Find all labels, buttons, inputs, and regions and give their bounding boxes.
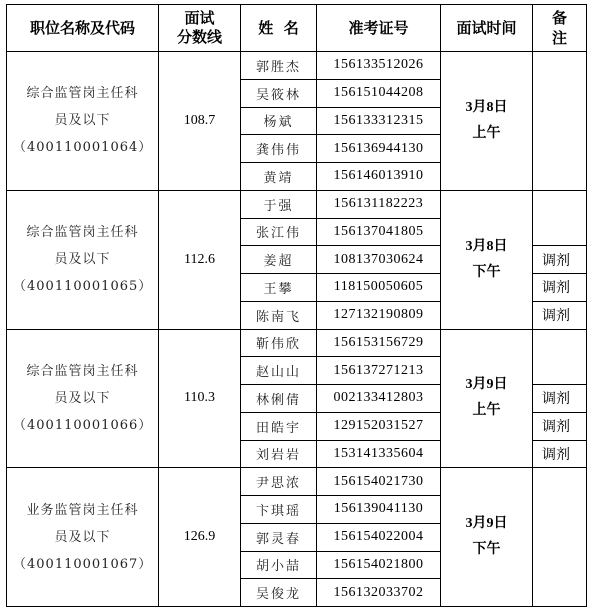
interview-time-cell — [441, 468, 533, 607]
exam-number-cell: 156154022004 — [317, 523, 441, 551]
interview-time-cell — [441, 52, 533, 191]
interview-time-line2: 上午 — [472, 403, 501, 419]
note-cell: 调剂 — [533, 246, 587, 274]
header-score — [159, 5, 241, 52]
interview-time-line2: 下午 — [472, 542, 501, 558]
exam-number-cell: 156154021730 — [317, 468, 441, 496]
position-pos-line2: 员及以下 — [54, 529, 111, 545]
position-pos-code: （400110001064） — [13, 140, 153, 156]
exam-number-cell: 118150050605 — [317, 274, 441, 302]
score-cell: 108.7 — [159, 52, 241, 191]
position-pos-line1: 综合监管岗主任科 — [26, 363, 139, 379]
position-cell — [7, 329, 159, 468]
position-cell — [7, 190, 159, 329]
position-pos-line2: 员及以下 — [54, 113, 111, 129]
note-cell: 调剂 — [533, 385, 587, 413]
table-body — [7, 52, 587, 607]
name-cell: 刘岩岩 — [241, 440, 317, 468]
note-cell — [533, 357, 587, 385]
exam-number-cell: 153141335604 — [317, 440, 441, 468]
note-cell — [533, 190, 587, 218]
interview-time-line2: 上午 — [472, 125, 501, 141]
exam-number-cell: 156137271213 — [317, 357, 441, 385]
position-pos-code: （400110001065） — [13, 279, 153, 295]
header-note-line1: 备 — [551, 9, 567, 27]
exam-number-cell: 002133412803 — [317, 385, 441, 413]
header-note-line2: 注 — [551, 29, 567, 47]
exam-number-cell: 127132190809 — [317, 301, 441, 329]
name-cell: 林俐倩 — [241, 385, 317, 413]
name-cell: 郭灵春 — [241, 523, 317, 551]
note-cell — [533, 468, 587, 496]
name-cell: 靳伟欣 — [241, 329, 317, 357]
note-cell — [533, 52, 587, 80]
interview-schedule-table — [6, 4, 587, 607]
exam-number-cell: 156133312315 — [317, 107, 441, 135]
note-cell — [533, 496, 587, 524]
note-cell — [533, 579, 587, 607]
note-cell: 调剂 — [533, 412, 587, 440]
interview-time-line1: 3月9日 — [465, 516, 508, 532]
note-cell — [533, 551, 587, 579]
position-cell — [7, 468, 159, 607]
exam-number-cell: 156133512026 — [317, 52, 441, 80]
note-cell — [533, 107, 587, 135]
position-pos-line1: 综合监管岗主任科 — [26, 225, 139, 241]
interview-time-cell — [441, 329, 533, 468]
score-cell: 110.3 — [159, 329, 241, 468]
header-interview-time: 面试时间 — [441, 5, 533, 52]
header-exam-number: 准考证号 — [317, 5, 441, 52]
position-pos-code: （400110001067） — [13, 556, 153, 572]
position-pos-code: （400110001066） — [13, 417, 153, 433]
header-row — [7, 5, 587, 52]
name-cell: 张江伟 — [241, 218, 317, 246]
name-cell: 黄靖 — [241, 163, 317, 191]
note-cell — [533, 329, 587, 357]
name-cell: 陈南飞 — [241, 301, 317, 329]
name-cell: 赵山山 — [241, 357, 317, 385]
exam-number-cell: 156146013910 — [317, 163, 441, 191]
header-score-line2: 分数线 — [176, 28, 222, 46]
name-cell: 于强 — [241, 190, 317, 218]
position-cell — [7, 52, 159, 191]
header-name: 姓 名 — [241, 5, 317, 52]
note-cell: 调剂 — [533, 301, 587, 329]
name-cell: 郭胜杰 — [241, 52, 317, 80]
name-cell: 姜超 — [241, 246, 317, 274]
name-cell: 尹思浓 — [241, 468, 317, 496]
exam-number-cell: 156153156729 — [317, 329, 441, 357]
name-cell: 胡小喆 — [241, 551, 317, 579]
name-cell: 吴俊龙 — [241, 579, 317, 607]
note-cell: 调剂 — [533, 440, 587, 468]
exam-number-cell: 156137041805 — [317, 218, 441, 246]
exam-number-cell: 108137030624 — [317, 246, 441, 274]
table-row — [7, 468, 587, 496]
interview-time-cell — [441, 190, 533, 329]
exam-number-cell: 156136944130 — [317, 135, 441, 163]
note-cell — [533, 218, 587, 246]
name-cell: 龚伟伟 — [241, 135, 317, 163]
name-cell: 田皓宇 — [241, 412, 317, 440]
name-cell: 吴筱林 — [241, 79, 317, 107]
table-row — [7, 52, 587, 80]
exam-number-cell: 129152031527 — [317, 412, 441, 440]
table-row — [7, 329, 587, 357]
header-note — [533, 5, 587, 52]
interview-time-line1: 3月9日 — [465, 377, 508, 393]
table-row — [7, 190, 587, 218]
interview-time-line2: 下午 — [472, 264, 501, 280]
score-cell: 126.9 — [159, 468, 241, 607]
exam-number-cell: 156131182223 — [317, 190, 441, 218]
note-cell — [533, 523, 587, 551]
note-cell: 调剂 — [533, 274, 587, 302]
exam-number-cell: 156154021800 — [317, 551, 441, 579]
note-cell — [533, 79, 587, 107]
exam-number-cell: 156139041130 — [317, 496, 441, 524]
note-cell — [533, 163, 587, 191]
note-cell — [533, 135, 587, 163]
score-cell: 112.6 — [159, 190, 241, 329]
name-cell: 杨斌 — [241, 107, 317, 135]
name-cell: 卞琪瑶 — [241, 496, 317, 524]
interview-time-line1: 3月8日 — [465, 99, 508, 115]
position-pos-line1: 综合监管岗主任科 — [26, 86, 139, 102]
exam-number-cell: 156151044208 — [317, 79, 441, 107]
header-position: 职位名称及代码 — [7, 5, 159, 52]
exam-number-cell: 156132033702 — [317, 579, 441, 607]
interview-time-line1: 3月8日 — [465, 238, 508, 254]
header-score-line1: 面试 — [184, 9, 215, 27]
name-cell: 王攀 — [241, 274, 317, 302]
position-pos-line2: 员及以下 — [54, 390, 111, 406]
position-pos-line1: 业务监管岗主任科 — [26, 502, 139, 518]
position-pos-line2: 员及以下 — [54, 252, 111, 268]
